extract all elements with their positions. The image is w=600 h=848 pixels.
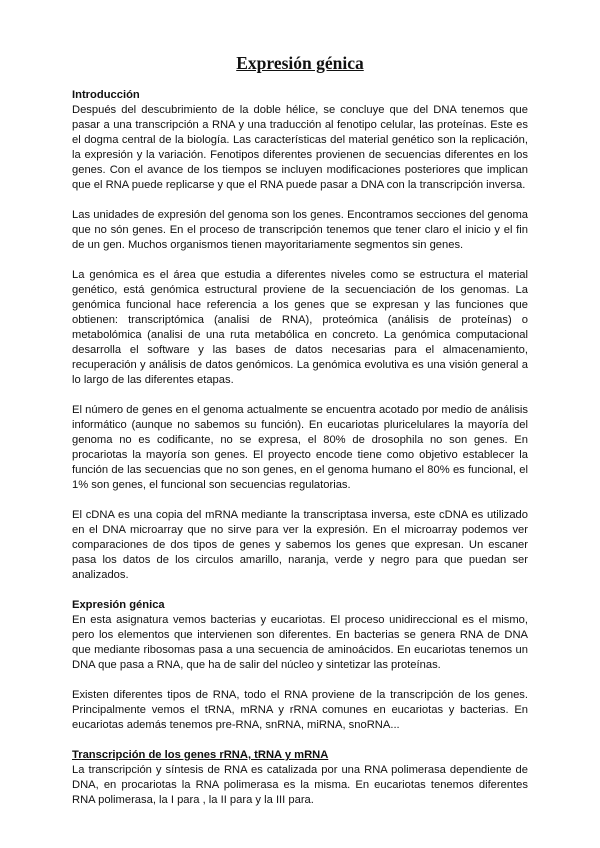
paragraph: La transcripción y síntesis de RNA es catalizada por una RNA polimerasa dependiente de DNA, en procariotas la RNA polimerasa es la misma. En eucariotas tenemos diferentes RNA polimerasa, la I para , la II para y la III para.: [72, 764, 528, 806]
section-transcripcion: [72, 748, 528, 808]
paragraph: En esta asignatura vemos bacterias y eucariotas. El proceso unidireccional es el mismo, pero los elementos que intervienen son diferentes. En bacterias se genera RNA de DNA que mediante ribosomas pasa a una secuencia de aminoácidos. En eucariotas tenemos un DNA que pasa a RNA, que ha de salir del núcleo y sintetizar las proteínas.: [72, 614, 528, 671]
section-heading: Transcripción de los genes rRNA, tRNA y mRNA: [72, 749, 329, 761]
section-introduccion: [72, 88, 528, 583]
paragraph: Las unidades de expresión del genoma son los genes. Encontramos secciones del genoma que no són genes. En el proceso de transcripción tenemos que tener claro el inicio y el fin de un gen. Muchos organismos tienen mayoritariamente segmentos sin genes.: [72, 209, 528, 251]
paragraph: La genómica es el área que estudia a diferentes niveles como se estructura el material genético, está genómica estructural proviene de la secuenciación de los genomas. La genómica funcional hace referencia a los genes que se expresan y las funciones que obtienen: transcriptómica (analisi de RNA), proteómica (análisis de proteínas) o metabolómica (analisi de una ruta metabólica en concreto. La genómica computacional desarrolla el software y las bases de datos necesarias para el almacenamiento, recuperación y análisis de datos genómicos. La genómica evolutiva es una visión general a lo largo de las diferentes etapas.: [72, 269, 528, 386]
paragraph: El número de genes en el genoma actualmente se encuentra acotado por medio de análisis informático (aunque no sabemos su función). En eucariotas pluricelulares la mayoría del genoma no es codificante, no se expresa, el 80% de drosophila no son genes. En procariotas la mayoría son genes. El proyecto encode tiene como objetivo establecer la función de las secuencias que no son genes, en el genoma humano el 80% es funcional, el 1% son genes, el funcional son secuencias regulatorias.: [72, 404, 528, 491]
section-heading: Introducción: [72, 89, 140, 101]
section-expresion-genica: [72, 598, 528, 733]
paragraph: El cDNA es una copia del mRNA mediante la transcriptasa inversa, este cDNA es utilizado en el DNA microarray que no sirve para ver la expresión. En el microarray podemos ver comparaciones de dos tipos de genes y sabemos los genes que expresan. Un escaner pasa los datos de los circulos amarillo, naranja, verde y negro para que puedan ser analizados.: [72, 509, 528, 581]
section-heading: Expresión génica: [72, 599, 165, 611]
paragraph: Existen diferentes tipos de RNA, todo el RNA proviene de la transcripción de los genes. Principalmente vemos el tRNA, mRNA y rRNA comunes en eucariotas y bacterias. En eucariotas además tenemos pre-RNA, snRNA, miRNA, snoRNA...: [72, 689, 528, 731]
paragraph: Después del descubrimiento de la doble hélice, se concluye que del DNA tenemos que pasar a una transcripción a RNA y una traducción al fenotipo celular, las proteínas. Este es el dogma central de la biología. Las características del material genético son la replicación, la expresión y la variación. Fenotipos diferentes provienen de secuencias diferentes en los genes. Con el avance de los tiempos se incluyen modificaciones posteriores que implican que el RNA puede replicarse y que el RNA puede pasar a DNA con la transcripción inversa.: [72, 104, 528, 191]
page-title: Expresión génica: [236, 53, 364, 73]
